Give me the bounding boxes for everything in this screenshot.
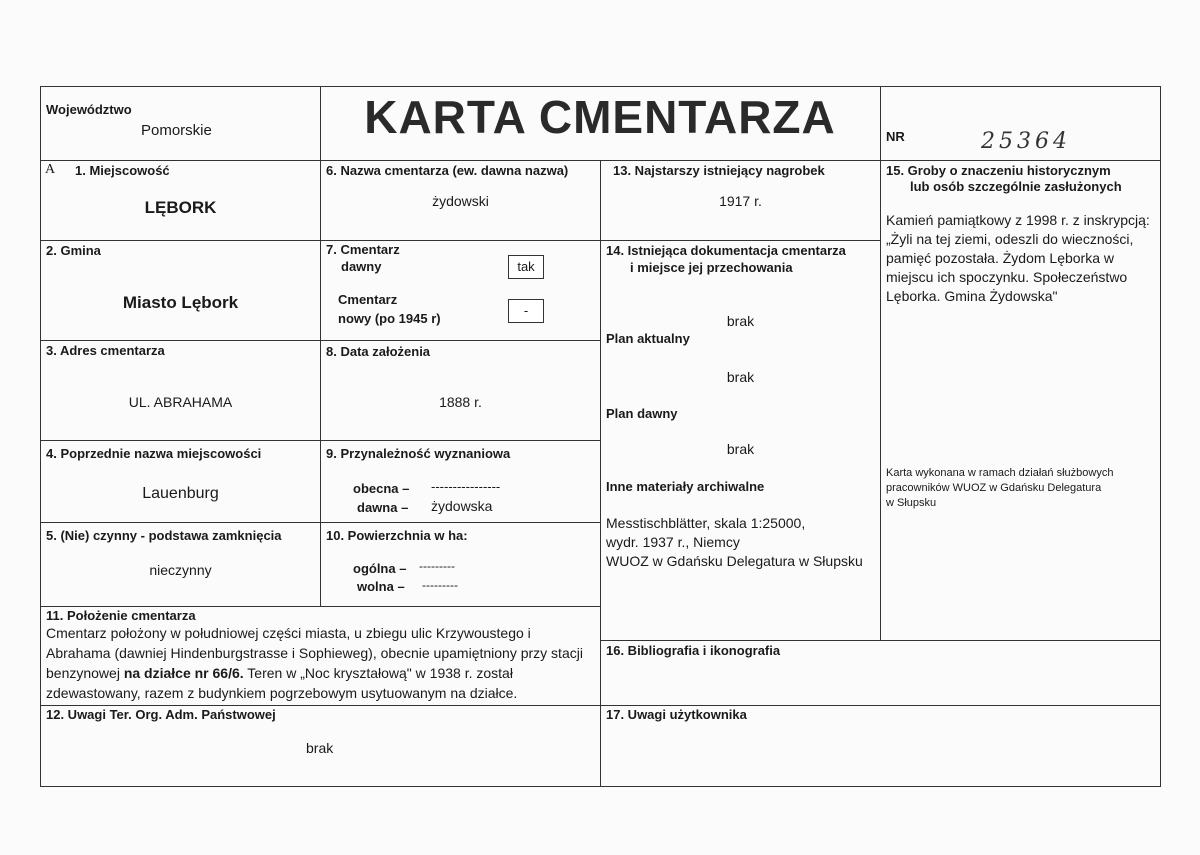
inne-text (606, 514, 863, 571)
ogolna-label: ogólna – (353, 561, 407, 576)
data-zalozenia-value: 1888 r. (439, 394, 482, 410)
data-zalozenia-label: 8. Data założenia (326, 344, 431, 359)
czynny-value: nieczynny (149, 562, 212, 578)
dokumentacja-cell (600, 240, 881, 641)
obecna-label: obecna – (353, 481, 410, 496)
groby-line-1: Kamień pamiątkowy z 1998 r. z inskrypcją: (886, 212, 1150, 228)
wojewodztwo-label: Województwo (46, 102, 132, 117)
uwagi-ter-label: 12. Uwagi Ter. Org. Adm. Państwowej (46, 707, 276, 722)
wojewodztwo-cell (40, 86, 321, 161)
gmina-label: 2. Gmina (46, 243, 101, 258)
groby-line-5: Lęborka. Gmina Żydowska" (886, 288, 1058, 304)
inne-line-1: Messtischblätter, skala 1:25000, (606, 515, 806, 531)
adres-cell (40, 340, 321, 441)
cmentarz-nowy-label-1: Cmentarz (338, 292, 398, 307)
plan-aktualny-value: brak (726, 369, 755, 385)
najstarszy-cell (600, 160, 881, 241)
nazwa-value: żydowski (432, 193, 489, 209)
powierzchnia-label: 10. Powierzchnia w ha: (326, 528, 468, 543)
poprzednie-label: 4. Poprzednie nazwa miejscowości (46, 446, 262, 461)
poprzednie-value: Lauenburg (142, 485, 219, 502)
bibliografia-cell (600, 640, 1161, 706)
czynny-cell (40, 522, 321, 607)
uwagi-ter-cell (40, 705, 601, 787)
data-zalozenia-cell (320, 340, 601, 441)
nazwa-label: 6. Nazwa cmentarza (ew. dawna nazwa) (326, 163, 569, 178)
nr-handwritten-value: 25364 (981, 129, 1071, 154)
plan-dawny-label: Plan dawny (606, 406, 678, 421)
wojewodztwo-value: Pomorskie (141, 122, 212, 139)
wolna-label: wolna – (357, 579, 405, 594)
miejscowosc-value: LĘBORK (144, 198, 217, 217)
polozenie-line-4: zdewastowany, razem z budynkiem pogrzebowym usytuowanym na działce. (46, 685, 518, 701)
adres-label: 3. Adres cmentarza (46, 343, 165, 358)
cmentarz-cell (320, 240, 601, 341)
nr-cell (880, 86, 1161, 161)
cmentarz-nowy-box: - (508, 299, 544, 323)
groby-note-3: w Słupsku (886, 497, 937, 509)
uwagi-ter-value: brak (306, 740, 334, 756)
cmentarz-dawny-label-2: dawny (341, 259, 382, 274)
ogolna-value: --------- (419, 559, 455, 573)
wolna-value: --------- (422, 578, 458, 592)
inne-line-3: WUOZ w Gdańsku Delegatura w Słupsku (606, 553, 863, 569)
plan-aktualny-label: Plan aktualny (606, 331, 690, 346)
inne-line-2: wydr. 1937 r., Niemcy (606, 534, 740, 550)
polozenie-line-3b: na działce nr 66/6. (123, 665, 244, 681)
groby-label-1: 15. Groby o znaczeniu historycznym (886, 163, 1111, 178)
section-a-marker: A (45, 162, 56, 177)
miejscowosc-cell (40, 160, 321, 241)
polozenie-line-1: Cmentarz położony w południowej części miasta, u zbiegu ulic Krzywoustego i (46, 625, 531, 641)
bibliografia-label: 16. Bibliografia i ikonografia (606, 643, 781, 658)
adres-value: UL. ABRAHAMA (128, 394, 233, 410)
dawna-value: żydowska (431, 498, 493, 514)
groby-label-2: lub osób szczególnie zasłużonych (910, 179, 1122, 194)
groby-line-2: „Żyli na tej ziemi, odeszli do wieczności, (886, 231, 1134, 247)
polozenie-label: 11. Położenie cmentarza (46, 608, 196, 623)
cmentarz-dawny-label-1: 7. Cmentarz (326, 242, 400, 257)
groby-line-3: pamięć pozostała. Żydom Lęborka w (886, 250, 1114, 266)
uwagi-uzytkownika-cell (600, 705, 1161, 787)
gmina-value: Miasto Lębork (122, 293, 239, 312)
uwagi-uzytkownika-label: 17. Uwagi użytkownika (606, 707, 747, 722)
plan-dawny-value: brak (726, 441, 755, 457)
poprzednie-cell (40, 440, 321, 523)
dawna-label: dawna – (357, 500, 409, 515)
inne-label: Inne materiały archiwalne (606, 479, 765, 494)
nr-label: NR (886, 129, 905, 144)
nazwa-cell (320, 160, 601, 241)
przynaleznosc-label: 9. Przynależność wyznaniowa (326, 446, 511, 461)
polozenie-text (46, 623, 583, 703)
groby-cell (880, 160, 1161, 641)
cmentarz-dawny-box: tak (508, 255, 544, 279)
powierzchnia-cell (320, 522, 601, 607)
obecna-value: ---------------- (431, 479, 501, 494)
dokumentacja-label-2: i miejsce jej przechowania (630, 260, 793, 275)
dokumentacja-label-1: 14. Istniejąca dokumentacja cmentarza (606, 243, 846, 258)
dokumentacja-value: brak (726, 313, 755, 329)
groby-line-4: miejscu ich spoczynku. Społeczeństwo (886, 269, 1128, 285)
przynaleznosc-cell (320, 440, 601, 523)
groby-text (886, 211, 1150, 306)
groby-note (886, 466, 1113, 511)
groby-note-1: Karta wykonana w ramach działań służbowych (886, 467, 1114, 479)
page-title: KARTA CMENTARZA (364, 91, 836, 143)
miejscowosc-label: 1. Miejscowość (75, 163, 170, 178)
polozenie-line-3 (46, 663, 583, 683)
cmentarz-nowy-label-2: nowy (po 1945 r) (338, 311, 441, 326)
polozenie-line-3a: benzynowej (46, 665, 124, 681)
polozenie-line-2: Abrahama (dawniej Hindenburgstrasse i Sophieweg), obecnie upamiętniony przy stacji (46, 645, 583, 661)
czynny-label: 5. (Nie) czynny - podstawa zamknięcia (46, 528, 282, 543)
polozenie-cell (40, 606, 601, 706)
najstarszy-value: 1917 r. (719, 193, 762, 209)
najstarszy-label: 13. Najstarszy istniejący nagrobek (613, 163, 825, 178)
polozenie-line-3c: Teren w „Noc kryształową" w 1938 r. został (243, 665, 513, 681)
groby-note-2: pracowników WUOZ w Gdańsku Delegatura (886, 482, 1102, 494)
gmina-cell (40, 240, 321, 341)
